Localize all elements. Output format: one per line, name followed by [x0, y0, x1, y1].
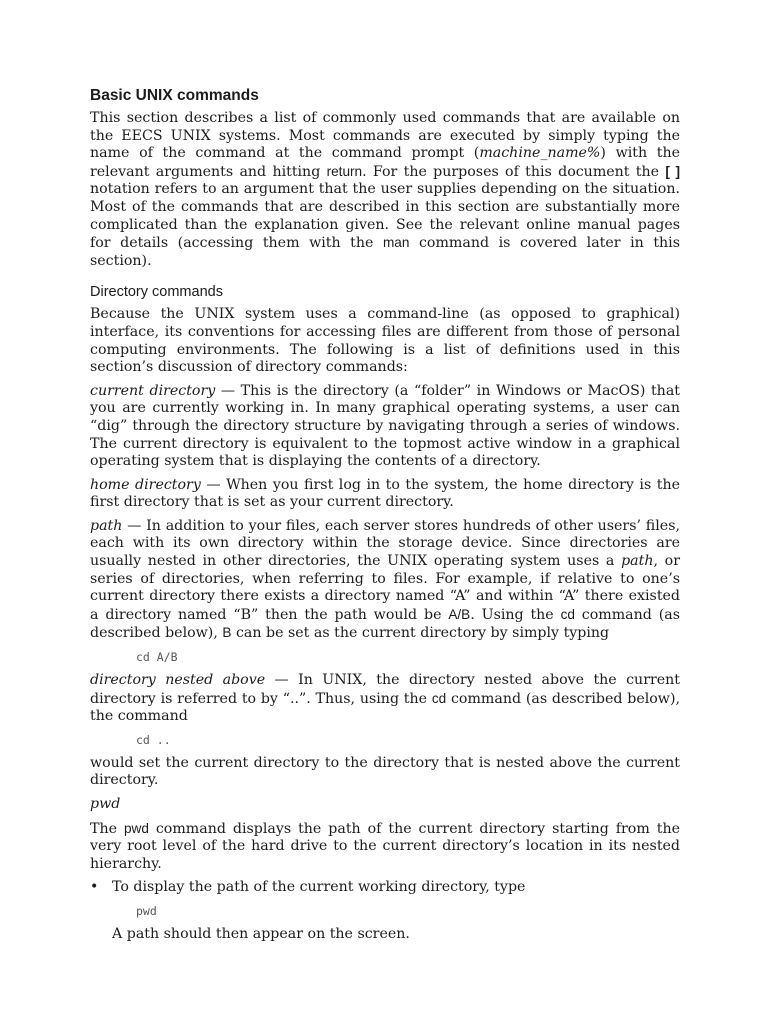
definition-nested-above-followup: would set the current directory to the directory that is nested above the current directory.	[90, 754, 680, 789]
code-example-cd-path: cd A/B	[136, 650, 178, 665]
list-item-body	[112, 879, 680, 943]
definition-directory-nested-above	[90, 672, 680, 726]
code-example-cd-up: cd ..	[136, 732, 171, 747]
text-run: command (as described below),	[90, 606, 680, 642]
man-command: man	[382, 235, 410, 251]
notation-brackets: [ ]	[665, 163, 680, 179]
definition-term: current directory	[90, 382, 216, 399]
definition-home-directory	[90, 477, 680, 512]
cd-command: cd	[431, 690, 447, 706]
section-intro-paragraph	[90, 110, 680, 270]
subsection-title: Directory commands	[90, 284, 223, 301]
definition-path	[90, 518, 680, 643]
subsection-intro-paragraph: Because the UNIX system uses a command-line (as opposed to graphical) interface, its conventions for accessing files are different from those of personal computing environments. The following is a list of definitions used in this section’s discussion of directory commands:	[90, 306, 680, 376]
text-run: , or series of directories, when referring to files. For example, if relative to one’s current directory there exists a directory named “A” and within “A” there existed a directory named “B” then the path would be	[90, 553, 680, 623]
definition-current-directory	[90, 383, 680, 471]
pwd-result-note: A path should then appear on the screen.	[112, 925, 410, 942]
prompt-example: machine_name%	[479, 145, 601, 162]
pwd-heading: pwd	[90, 796, 121, 812]
text-run: command displays the path of the current directory starting from the very root level of the hard drive to the current directory’s location in its nested hierarchy.	[90, 820, 680, 872]
pwd-command: pwd	[123, 820, 149, 836]
cd-command: cd	[560, 606, 575, 622]
text-run: command (as described below), the command	[90, 690, 680, 725]
list-item-text: To display the path of the current working directory, type	[112, 879, 526, 896]
text-run: The	[90, 820, 124, 837]
section-title: Basic UNIX commands	[90, 87, 259, 104]
text-run: This section describes a list of commonly used commands that are available on the EECS UNIX systems. Most commands are executed by simply typing the name of the command at the command prompt (	[90, 110, 680, 162]
text-run: ) with the relevant arguments and hitting	[90, 145, 680, 180]
text-run: notation refers to an argument that the user supplies depending on the situation. Most of the commands that are described in this section are substantially more complicated than the explanation given. See the relevant online manual pages for details (accessing them with the	[90, 181, 680, 252]
text-run: . For the purposes of this document the	[362, 163, 666, 180]
text-run: . Using the	[470, 606, 561, 623]
document-page	[90, 86, 680, 948]
code-example-pwd: pwd	[136, 903, 157, 918]
directory-b: B	[222, 625, 232, 641]
definition-term: home directory	[90, 476, 201, 493]
definition-term: directory nested above	[90, 672, 266, 689]
path-example: A/B	[448, 606, 471, 622]
path-word: path	[621, 553, 654, 570]
definition-term: path	[90, 517, 123, 534]
definition-text: — This is the directory (a “folder” in Windows or MacOS) that you are currently working in. In many graphical operating systems, a user can “dig” through the directory structure by navigating through a series of windows. The current directory is equivalent to the topmost active window in a graphical operating system that is displaying the contents of a directory.	[90, 382, 680, 470]
list-item	[90, 879, 680, 943]
definition-text: — When you first log in to the system, the home directory is the first directory that is set as your current directory.	[90, 476, 680, 511]
text-run: command is covered later in this section).	[90, 235, 680, 269]
text-run: — In addition to your files, each server stores hundreds of other users’ files, each with its own directory within the storage device. Since directories are usually nested in other directories, the UNIX operating system uses a	[90, 517, 680, 570]
return-key-label: return	[326, 163, 363, 179]
bullet-icon: •	[90, 879, 99, 896]
text-run: — In UNIX, the directory nested above the current directory is referred to by “..”. Thus, using the	[90, 672, 680, 707]
pwd-description	[90, 820, 680, 874]
text-run: can be set as the current directory by simply typing	[231, 625, 610, 642]
